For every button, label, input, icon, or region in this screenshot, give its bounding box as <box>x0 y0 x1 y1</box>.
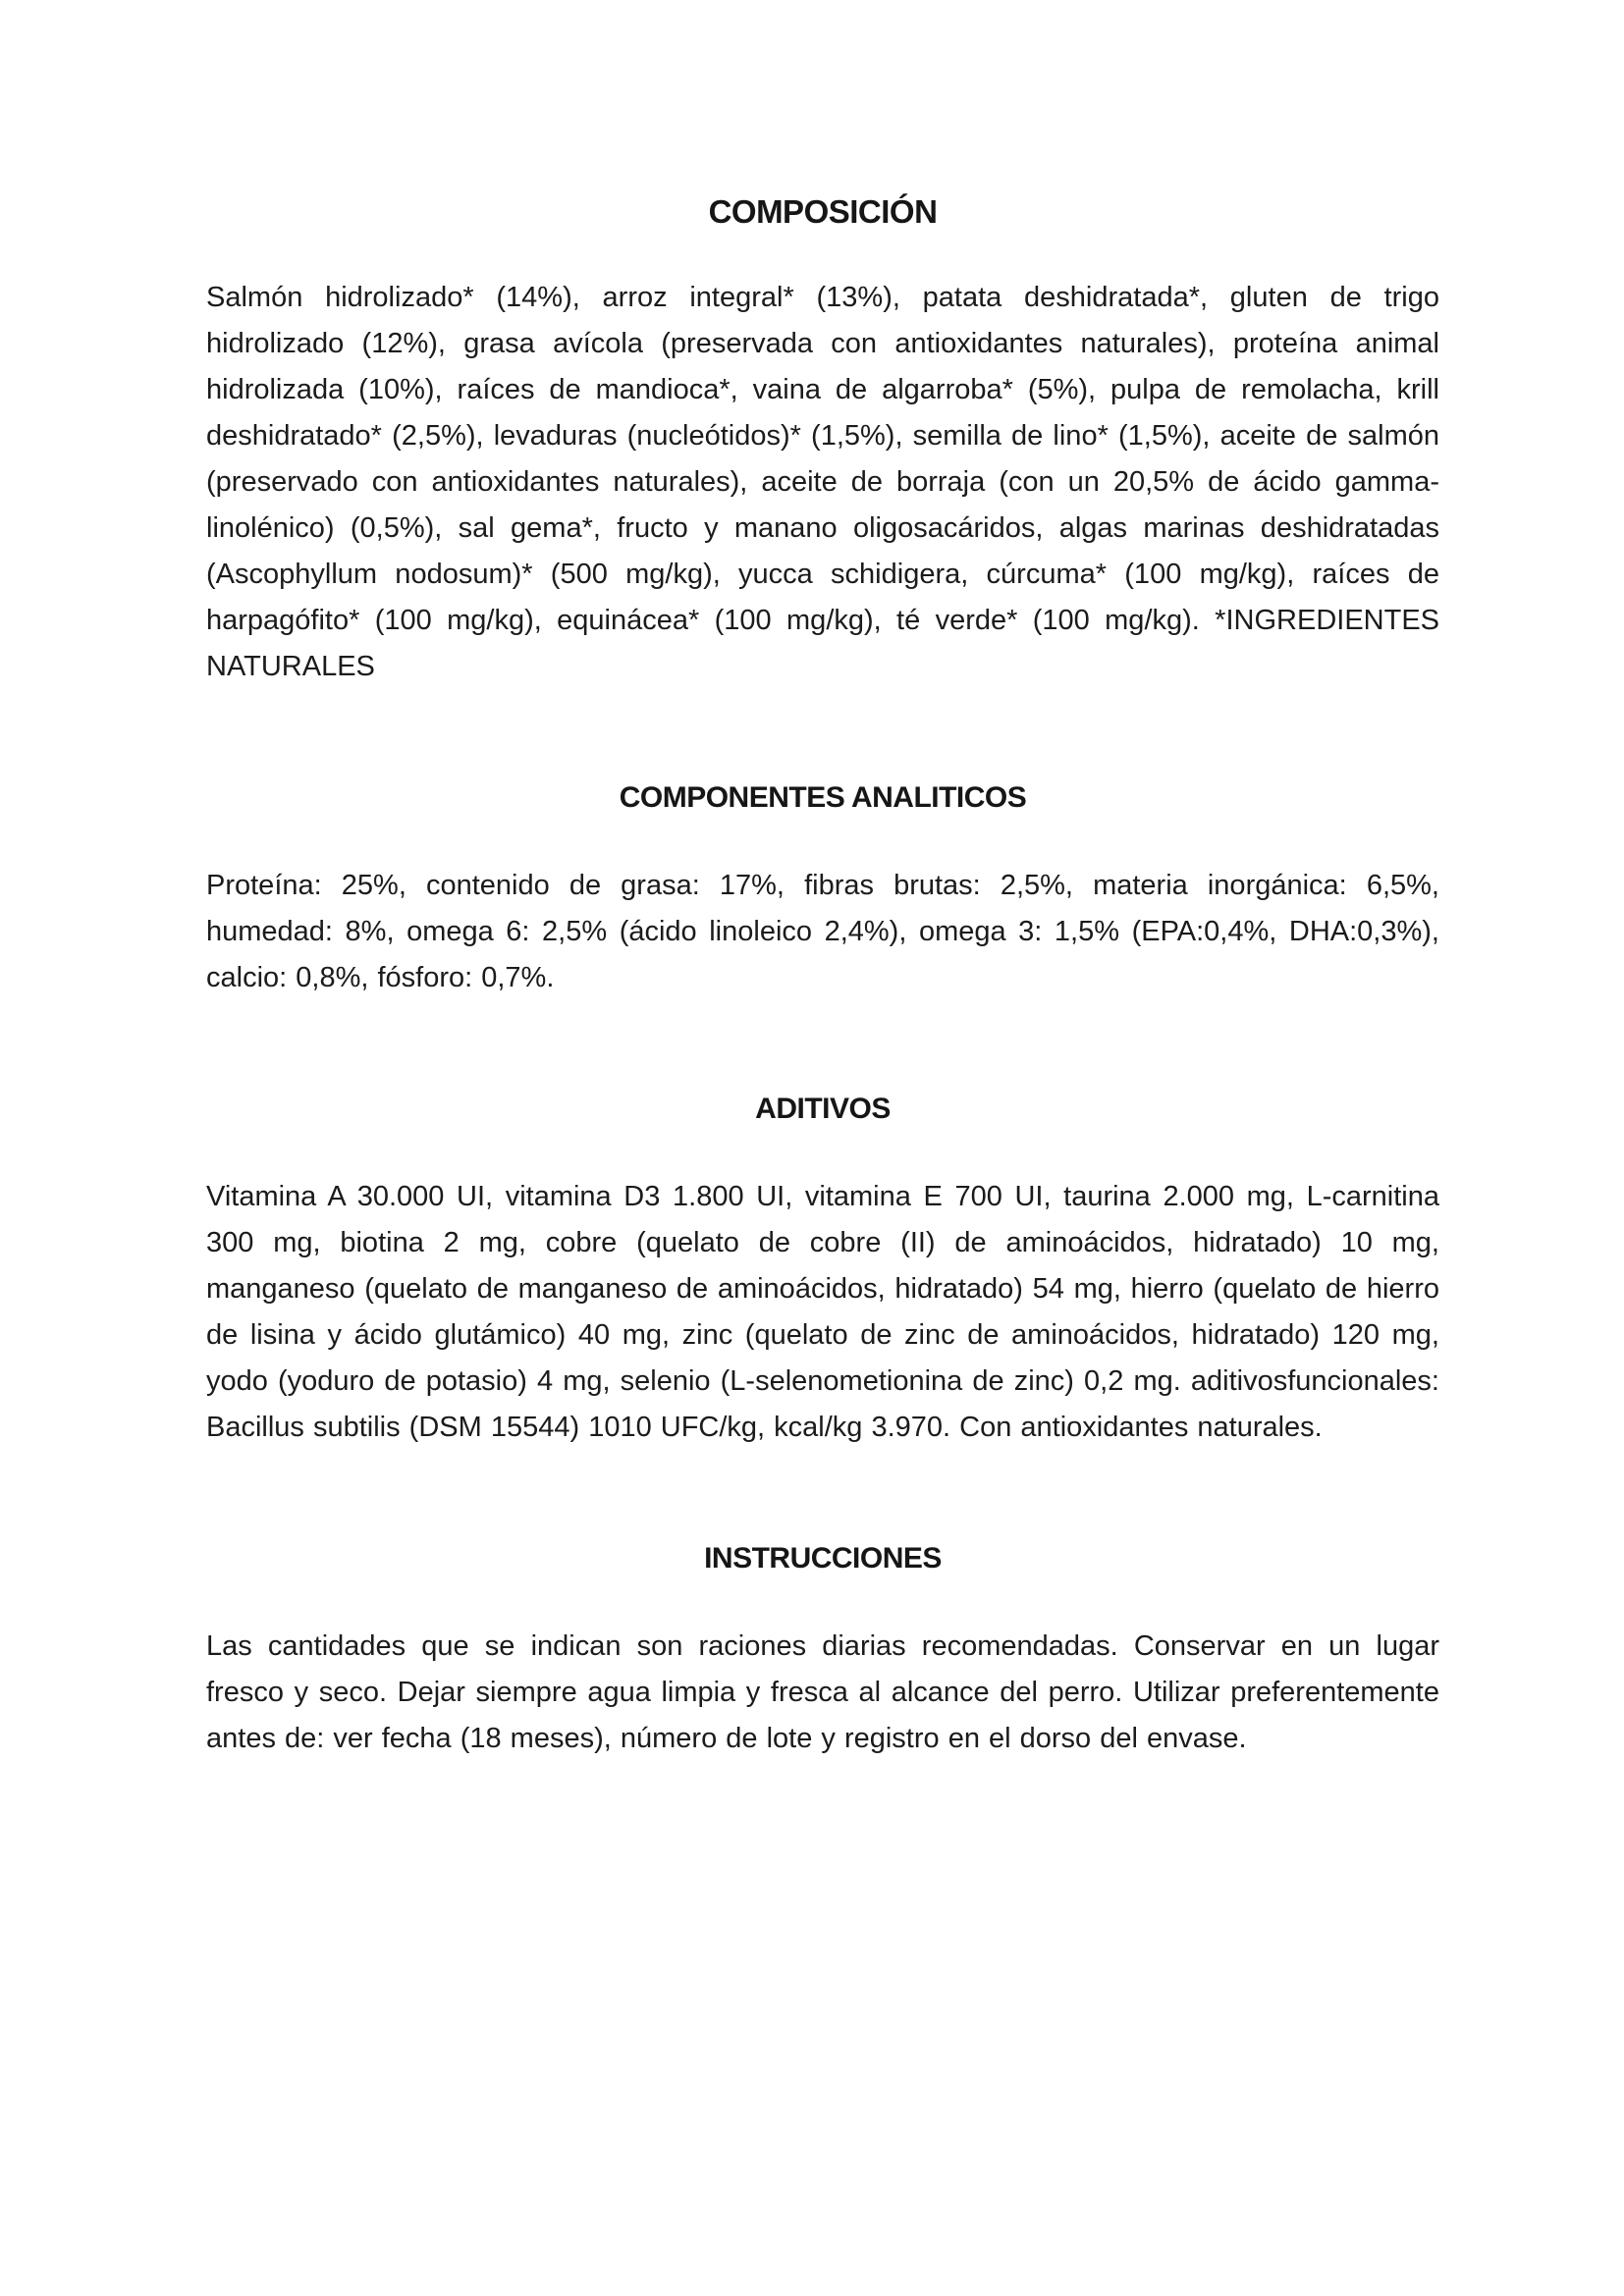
instructions-paragraph: Las cantidades que se indican son raciones diarias recomendadas. Conservar en un lugar fresco y seco. Dejar siempre agua limpia y fresca al alcance del perro. Utilizar preferentemente antes de: ver fecha (18 meses), número de lote y registro en el dorso del envase. <box>206 1630 1439 1754</box>
page-title: COMPOSICIÓN <box>708 193 938 230</box>
section-heading-aditivos: ADITIVOS <box>755 1093 891 1125</box>
composition-paragraph: Salmón hidrolizado* (14%), arroz integral* (13%), patata deshidratada*, gluten de trigo hidrolizado (12%), grasa avícola (preservada con antioxidantes naturales), proteína animal hidrolizada (10%), raíces de mandioca*, vaina de algarroba* (5%), pulpa de remolacha, krill deshidratado* (2,5%), levaduras (nucleótidos)* (1,5%), semilla de lino* (1,5%), aceite de salmón (preservado con antioxidantes naturales), aceite de borraja (con un 20,5% de ácido gamma-linolénico) (0,5%), sal gema*, fructo y manano oligosacáridos, algas marinas deshidratadas (Ascophyllum nodosum)* (500 mg/kg), yucca schidigera, cúrcuma* (100 mg/kg), raíces de harpagófito* (100 mg/kg), equinácea* (100 mg/kg), té verde* (100 mg/kg). *INGREDIENTES NATURALES <box>206 282 1439 682</box>
additives-paragraph: Vitamina A 30.000 UI, vitamina D3 1.800 UI, vitamina E 700 UI, taurina 2.000 mg, L-carnitina 300 mg, biotina 2 mg, cobre (quelato de cobre (II) de aminoácidos, hidratado) 10 mg, manganeso (quelato de manganeso de aminoácidos, hidratado) 54 mg, hierro (quelato de hierro de lisina y ácido glutámico) 40 mg, zinc (quelato de zinc de aminoácidos, hidratado) 120 mg, yodo (yoduro de potasio) 4 mg, selenio (L-selenometionina de zinc) 0,2 mg. aditivosfuncionales: Bacillus subtilis (DSM 15544) 1010 UFC/kg, kcal/kg 3.970. Con antioxidantes naturales. <box>206 1181 1439 1443</box>
document-content <box>206 0 1439 1762</box>
analytical-components-paragraph: Proteína: 25%, contenido de grasa: 17%, fibras brutas: 2,5%, materia inorgánica: 6,5%, humedad: 8%, omega 6: 2,5% (ácido linoleico 2,4%), omega 3: 1,5% (EPA:0,4%, DHA:0,3%), calcio: 0,8%, fósforo: 0,7%. <box>206 870 1439 993</box>
section-heading-instrucciones: INSTRUCCIONES <box>704 1542 942 1575</box>
section-heading-componentes-analiticos: COMPONENTES ANALITICOS <box>619 781 1027 814</box>
